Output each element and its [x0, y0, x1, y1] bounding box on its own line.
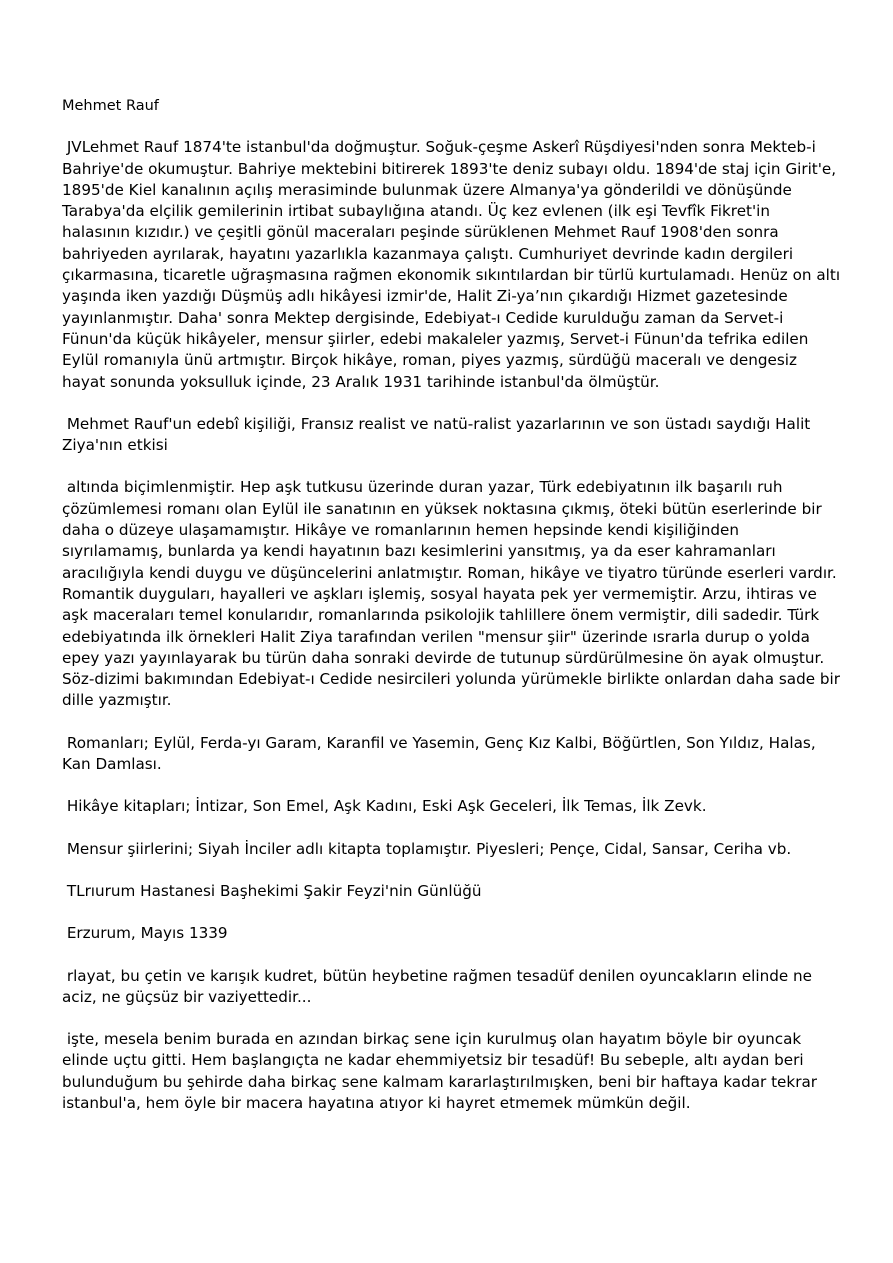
paragraph-prose-poems: Mensur şiirlerini; Siyah İnciler adlı kitapta toplamıştır. Piyesleri; Pençe, Cidal, Sansar, Ceriha vb. — [62, 839, 792, 858]
paragraph-diary-title: TLrıurum Hastanesi Başhekimi Şakir Feyzi'nin Günlüğü — [62, 881, 482, 900]
paragraph-diary-opening: rlayat, bu çetin ve karışık kudret, bütün heybetine rağmen tesadüf denilen oyuncakların elinde ne aciz, ne güçsüz bir vaziyettedir... — [62, 966, 817, 1006]
paragraph-novels: Romanları; Eylül, Ferda-yı Garam, Karanfil ve Yasemin, Genç Kız Kalbi, Böğürtlen, Son Yıldız, Halas, Kan Damlası. — [62, 733, 821, 774]
paragraph-diary-body: işte, mesela benim burada en azından birkaç sene için kurulmuş olan hayatım böyle bir oyuncak elinde uçtu gitti. Hem başlangıçta ne kadar ehemmiyetsiz bir tesadüf! Bu sebeple, altı aydan beri bulunduğum bu şehirde daha birkaç sene kalmam kararlaştırılmışken, beni bir haftaya kadar tekrar istanbul'a, hem öyle bir macera hayatına atıyor ki hayret etmemek mümkün değil. — [62, 1030, 822, 1112]
document-title: Mehmet Rauf — [62, 98, 159, 114]
paragraph-literary-personality: Mehmet Rauf'un edebî kişiliği, Fransız realist ve natü-ralist yazarlarının ve son üstadı saydığı Halit Ziya'nın etkisi — [62, 414, 816, 455]
document-page — [62, 96, 845, 1135]
paragraph-diary-date: Erzurum, Mayıs 1339 — [62, 924, 228, 943]
paragraph-literary-style: altında biçimlenmiştir. Hep aşk tutkusu üzerinde duran yazar, Türk edebiyatının ilk başarılı ruh çözümlemesi romanı olan Eylül ile sanatının en yüksek noktasına çıkmış, öteki bütün eserlerinde bir daha o düzeye ulaşamamıştır. Hikâye ve romanlarının hemen hepsinde kendi kişiliğinden sıyrılamamış, bunlarda ya kendi hayatının bazı kesimlerini yansıtmış, ya da eser kahramanları aracılığıyla kendi duygu ve düşüncelerini anlatmıştır. Roman, hikâye ve tiyatro türünde eserleri vardır. Romantik duyguları, hayalleri ve aşkları işlemiş, sosyal hayata pek yer vermemiştir. Arzu, ihtiras ve aşk maceraları temel konularıdır, romanlarında psikolojik tahlillere önem vermiştir, dili sadedir. Türk edebiyatında ilk örnekleri Halit Ziya tarafından verilen "mensur şiir" üzerinde ısrarla durup o yolda epey yazı yayınlayarak bu türün daha sonraki devirde de tutunup sürdürülmesine ön ayak olmuştur. Söz-dizimi bakımından Edebiyat-ı Cedide nesircileri yolunda yürümekle birlikte onlardan daha sade bir dille yazmıştır. — [62, 478, 845, 710]
paragraph-story-books: Hikâye kitapları; İntizar, Son Emel, Aşk Kadını, Eski Aşk Geceleri, İlk Temas, İlk Zevk. — [62, 797, 707, 816]
paragraph-biography: JVLehmet Rauf 1874'te istanbul'da doğmuştur. Soğuk-çeşme Askerî Rüşdiyesi'nden sonra Mekteb-i Bahriye'de okumuştur. Bahriye mektebini bitirerek 1893'te deniz subayı oldu. 1894'de staj için Girit'e, 1895'de Kiel kanalının açılış merasiminde bulunmak üzere Almanya'ya gönderildi ve dönüşünde Tarabya'da elçilik gemilerinin irtibat subaylığına atandı. Üç kez evlenen (ilk eşi Tevfîk Fikret'in halasının kızıdır.) ve çeşitli gönül maceraları peşinde sürüklenen Mehmet Rauf 1908'den sonra bahriyeden ayrılarak, hayatını yazarlıkla kazanmaya çalıştı. Cumhuriyet devrinde kadın dergileri çıkarmasına, ticaretle uğraşmasına rağmen ekonomik sıkıntılardan bir türlü kurtulamadı. Henüz on altı yaşında iken yazdığı Düşmüş adlı hikâyesi izmir'de, Halit Zi-ya’nın çıkardığı Hizmet gazetesinde yayınlanmıştır. Daha' sonra Mektep dergisinde, Edebiyat-ı Cedide kurulduğu zaman da Servet-i Fünun'da küçük hikâyeler, mensur şiirler, edebi makaleler yazmış, Servet-i Fünun'da tefrika edilen Eylül romanıyla ünü artmıştır. Birçok hikâye, roman, piyes yazmış, sürdüğü maceralı ve dengesiz hayat sonunda yoksulluk içinde, 23 Aralık 1931 tarihinde istanbul'da ölmüştür. — [62, 138, 845, 391]
